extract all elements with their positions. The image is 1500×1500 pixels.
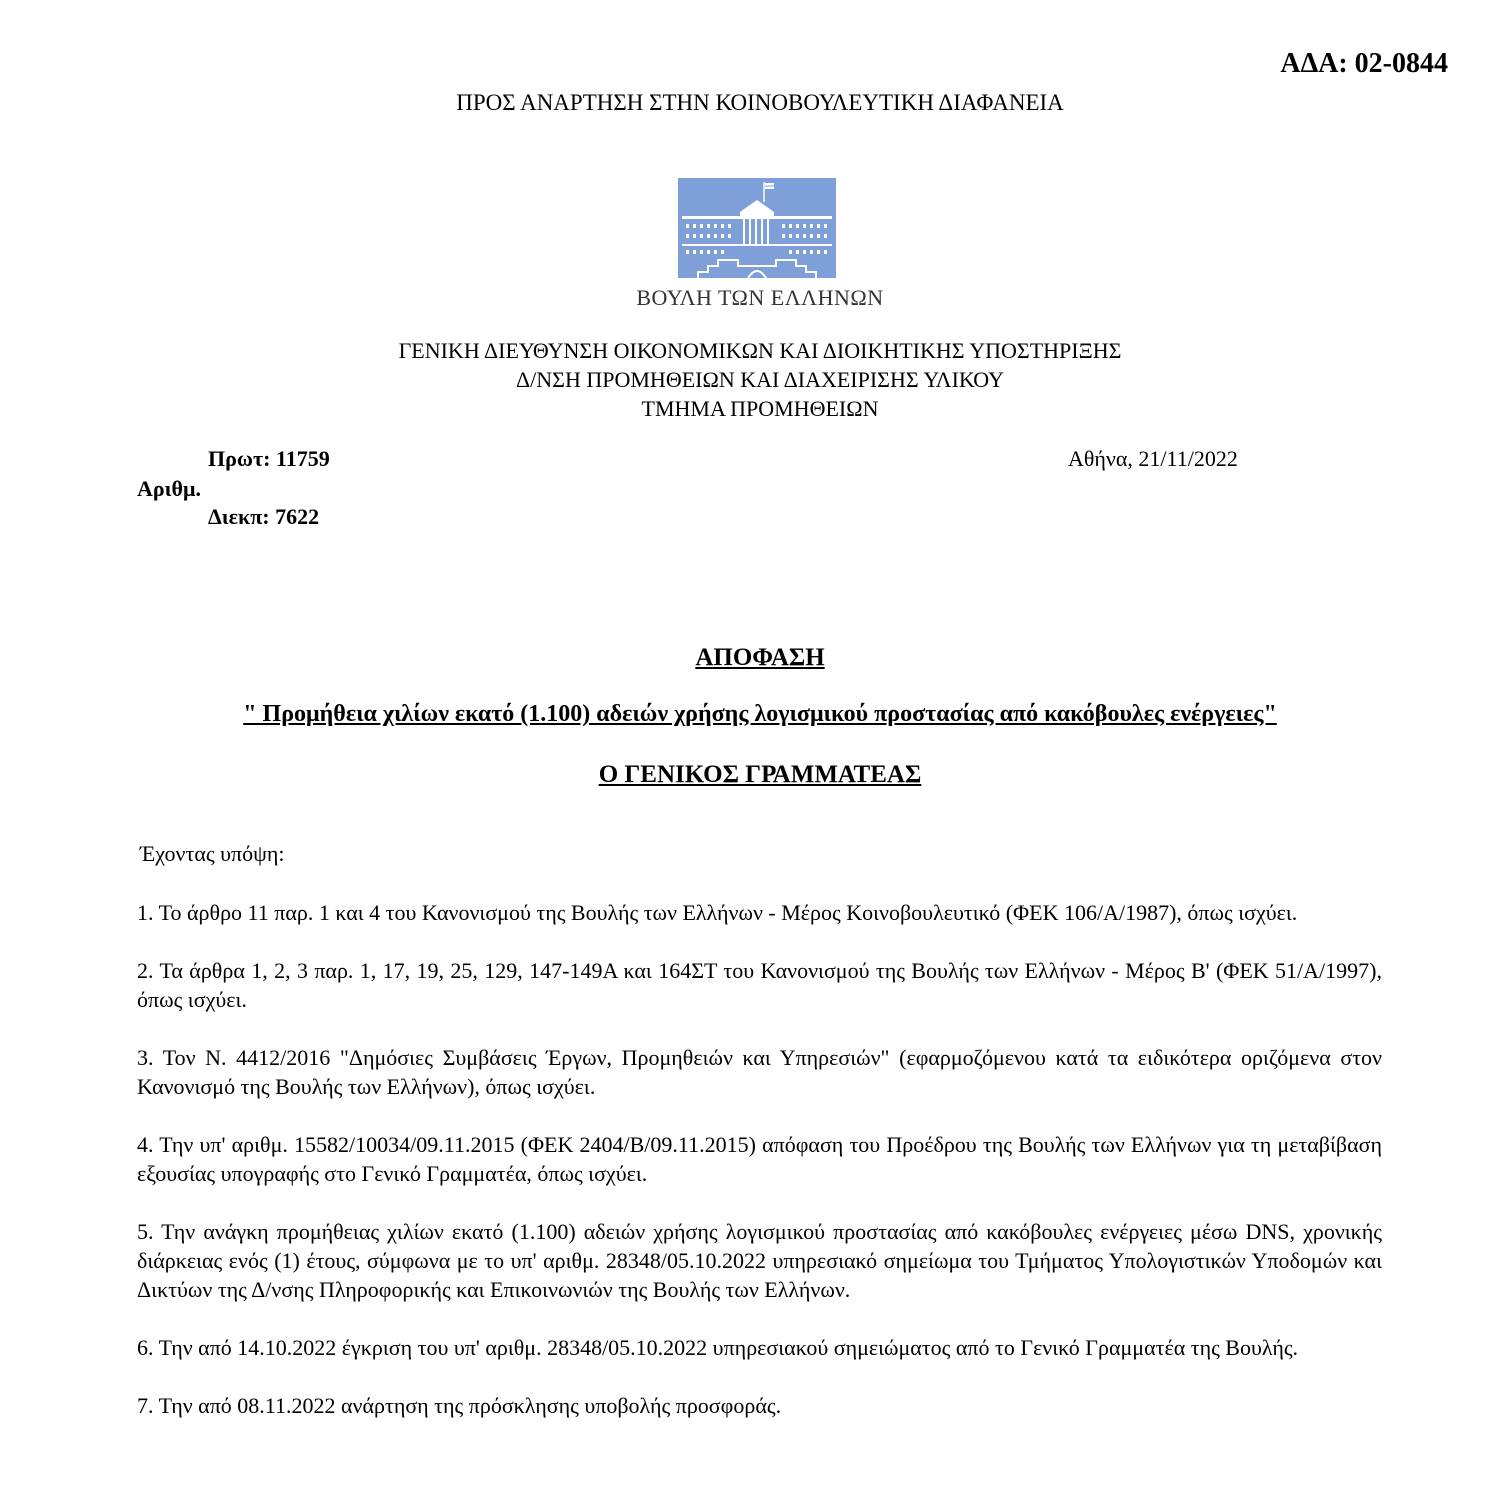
list-item: 5. Την ανάγκη προμήθειας χιλίων εκατό (1.100) αδειών χρήσης λογισμικού προστασίας από κακόβουλες ενέργειες μέσω DNS, χρονικής διάρκειας ενός (1) έτους, σύμφωνα με το υπ' αριθμ. 28348/05.10.2022 υπηρεσιακό σημείωμα του Τμήματος Υπολογιστικών Υποδομών και Δικτύων της Δ/νσης Πληροφορικής και Επικοινωνιών της Βουλής των Ελλήνων.	[137, 1219, 1382, 1302]
protocol-number: Πρωτ: 11759	[208, 446, 330, 471]
document-date: Αθήνα, 21/11/2022	[1068, 446, 1238, 471]
list-item: 4. Την υπ' αριθμ. 15582/10034/09.11.2015 (ΦΕΚ 2404/Β/09.11.2015) απόφαση του Προέδρου της Βουλής των Ελλήνων για τη μεταβίβαση εξουσίας υπογραφής στο Γενικό Γραμματέα, όπως ισχύει.	[137, 1132, 1382, 1186]
department-line: ΓΕΝΙΚΗ ΔΙΕΥΘΥΝΣΗ ΟΙΚΟΝΟΜΙΚΩΝ ΚΑΙ ΔΙΟΙΚΗΤΙΚΗΣ ΥΠΟΣΤΗΡΙΞΗΣ	[398, 338, 1122, 363]
intro-text: Έχοντας υπόψη:	[140, 841, 285, 866]
parliament-caption: ΒΟΥΛΗ ΤΩΝ ΕΛΛΗΝΩΝ	[636, 285, 884, 310]
number-label: Αριθμ.	[137, 476, 201, 501]
list-item: 1. Το άρθρο 11 παρ. 1 και 4 του Κανονισμού της Βουλής των Ελλήνων - Μέρος Κοινοβουλευτικό (ΦΕΚ 106/Α/1987), όπως ισχύει.	[137, 900, 1298, 925]
posting-notice: ΠΡΟΣ ΑΝΑΡΤΗΣΗ ΣΤΗΝ ΚΟΙΝΟΒΟΥΛΕΥΤΙΚΗ ΔΙΑΦΑΝΕΙΑ	[456, 90, 1064, 115]
list-item: 7. Την από 08.11.2022 ανάρτηση της πρόσκλησης υποβολής προσφοράς.	[137, 1393, 782, 1418]
list-item: 6. Την από 14.10.2022 έγκριση του υπ' αριθμ. 28348/05.10.2022 υπηρεσιακού σημειώματος από το Γενικό Γραμματέα της Βουλής.	[137, 1335, 1299, 1360]
hellenic-parliament-logo-icon	[678, 178, 836, 278]
list-item: 3. Τον Ν. 4412/2016 "Δημόσιες Συμβάσεις Έργων, Προμηθειών και Υπηρεσιών" (εφαρμοζόμενου κατά τα ειδικότερα οριζόμενα στον Κανονισμό της Βουλής των Ελλήνων), όπως ισχύει.	[137, 1045, 1382, 1099]
list-item: 2. Τα άρθρα 1, 2, 3 παρ. 1, 17, 19, 25, 129, 147-149Α και 164ΣΤ του Κανονισμού της Βουλής των Ελλήνων - Μέρος Β' (ΦΕΚ 51/Α/1997), όπως ισχύει.	[137, 958, 1382, 1012]
ada-code: ΑΔΑ: 02-0844	[1280, 48, 1448, 79]
department-line: Δ/ΝΣΗ ΠΡΟΜΗΘΕΙΩΝ ΚΑΙ ΔΙΑΧΕΙΡΙΣΗΣ ΥΛΙΚΟΥ	[516, 367, 1004, 392]
decision-subject: " Προμήθεια χιλίων εκατό (1.100) αδειών χρήσης λογισμικού προστασίας από κακόβουλες ενέργειες"	[243, 701, 1277, 727]
dispatch-number: Διεκπ: 7622	[208, 504, 320, 529]
issuer-title: Ο ΓΕΝΙΚΟΣ ΓΡΑΜΜΑΤΕΑΣ	[598, 761, 922, 788]
department-line: ΤΜΗΜΑ ΠΡΟΜΗΘΕΙΩΝ	[641, 396, 879, 421]
considerations-list	[137, 898, 1382, 1449]
department-block	[0, 336, 1500, 423]
decision-title: ΑΠΟΦΑΣΗ	[695, 644, 825, 671]
